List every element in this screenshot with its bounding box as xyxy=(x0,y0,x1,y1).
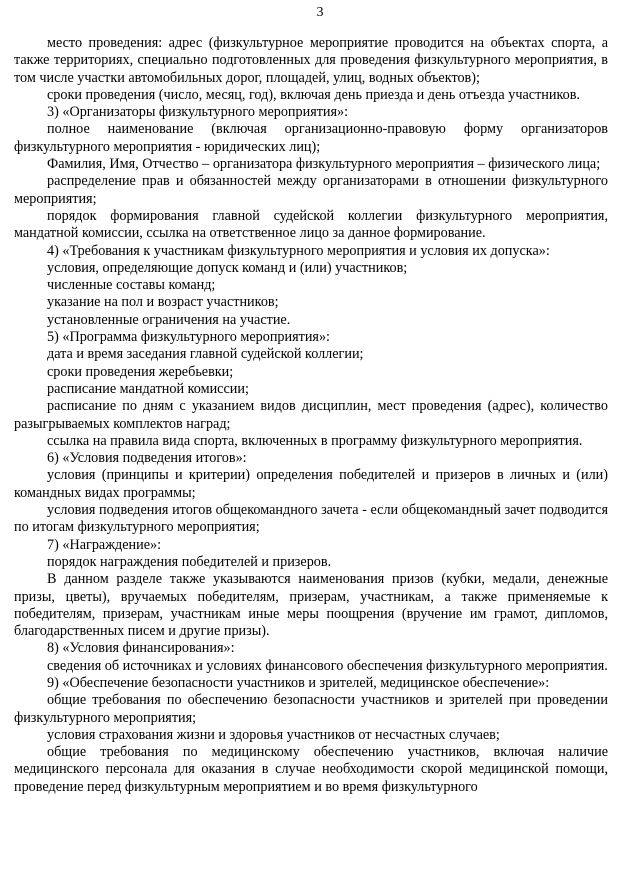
paragraph-credentials-schedule: расписание мандатной комиссии; xyxy=(47,380,249,397)
paragraph-draw: сроки проведения жеребьевки; xyxy=(47,363,234,380)
paragraph-gender-age: указание на пол и возраст участников; xyxy=(47,294,279,311)
section-heading-program: 5) «Программа физкультурного мероприятия»: xyxy=(47,329,330,346)
page-number: 3 xyxy=(316,5,324,20)
paragraph-judges-meeting: дата и время заседания главной судейской коллегии; xyxy=(47,346,364,363)
paragraph-sport-rules: ссылка на правила вида спорта, включенных в программу физкультурного мероприятия. xyxy=(47,432,583,449)
paragraph-prizes: В данном разделе также указываются наименования призов (кубки, медали, денежные призы, цветы), вручаемых победителям, призерам, участникам, а также применяемые к победителям, призерам, участникам иные меры поощрения (вручение им грамот, дипломов, благодарственных писем и другие призы). xyxy=(14,571,608,640)
paragraph-award-procedure: порядок награждения победителей и призеров. xyxy=(47,553,332,570)
document-body xyxy=(14,35,608,796)
paragraph-team-standings: условия подведения итогов общекомандного зачета - если общекомандный зачет подводится по итогам физкультурного мероприятия; xyxy=(14,502,608,536)
paragraph-daily-schedule: расписание по дням с указанием видов дисциплин, мест проведения (адрес), количество разыгрываемых комплектов наград; xyxy=(14,398,608,432)
section-heading-results: 6) «Условия подведения итогов»: xyxy=(47,450,247,467)
paragraph-rights-distribution: распределение прав и обязанностей между организаторами в отношении физкультурного мероприятия; xyxy=(14,173,608,207)
paragraph-team-size: численные составы команд; xyxy=(47,277,216,294)
paragraph-organizer-person: Фамилия, Имя, Отчество – организатора физкультурного мероприятия – физического лица; xyxy=(47,156,601,173)
paragraph-admission: условия, определяющие допуск команд и (или) участников; xyxy=(47,259,408,276)
paragraph-winner-criteria: условия (принципы и критерии) определения победителей и призеров в личных и (или) командных видах программы; xyxy=(14,467,608,501)
section-heading-participants: 4) «Требования к участникам физкультурного мероприятия и условия их допуска»: xyxy=(47,242,550,259)
section-heading-financing: 8) «Условия финансирования»: xyxy=(47,640,235,657)
paragraph-insurance: условия страхования жизни и здоровья участников от несчастных случаев; xyxy=(47,726,500,743)
paragraph-medical-support: общие требования по медицинскому обеспечению участников, включая наличие медицинского персонала для оказания в случае необходимости скорой медицинской помощи, проведение перед физкультурным мероприятием и во время физкультурного xyxy=(14,744,608,795)
paragraph-restrictions: установленные ограничения на участие. xyxy=(47,311,291,328)
paragraph-safety-requirements: общие требования по обеспечению безопасности участников и зрителей при проведении физкультурного мероприятия; xyxy=(14,692,608,726)
section-heading-awards: 7) «Награждение»: xyxy=(47,536,162,553)
paragraph-venue: место проведения: адрес (физкультурное мероприятие проводится на объектах спорта, а также территориях, специально подготовленных для проведения физкультурного мероприятия, в том числе участки автомобильных дорог, площадей, улиц, водных объектов); xyxy=(14,35,608,86)
paragraph-funding-sources: сведения об источниках и условиях финансового обеспечения физкультурного мероприятия. xyxy=(47,657,608,674)
paragraph-dates: сроки проведения (число, месяц, год), включая день приезда и день отъезда участников. xyxy=(47,86,580,103)
section-heading-safety: 9) «Обеспечение безопасности участников и зрителей, медицинское обеспечение»: xyxy=(47,674,550,691)
section-heading-organizers: 3) «Организаторы физкультурного мероприятия»: xyxy=(47,104,349,121)
paragraph-judging-panel: порядок формирования главной судейской коллегии физкультурного мероприятия, мандатной комиссии, ссылка на ответственное лицо за данное формирование. xyxy=(14,207,608,242)
paragraph-full-name: полное наименование (включая организационно-правовую форму организаторов физкультурного мероприятия - юридических лиц); xyxy=(14,121,608,155)
